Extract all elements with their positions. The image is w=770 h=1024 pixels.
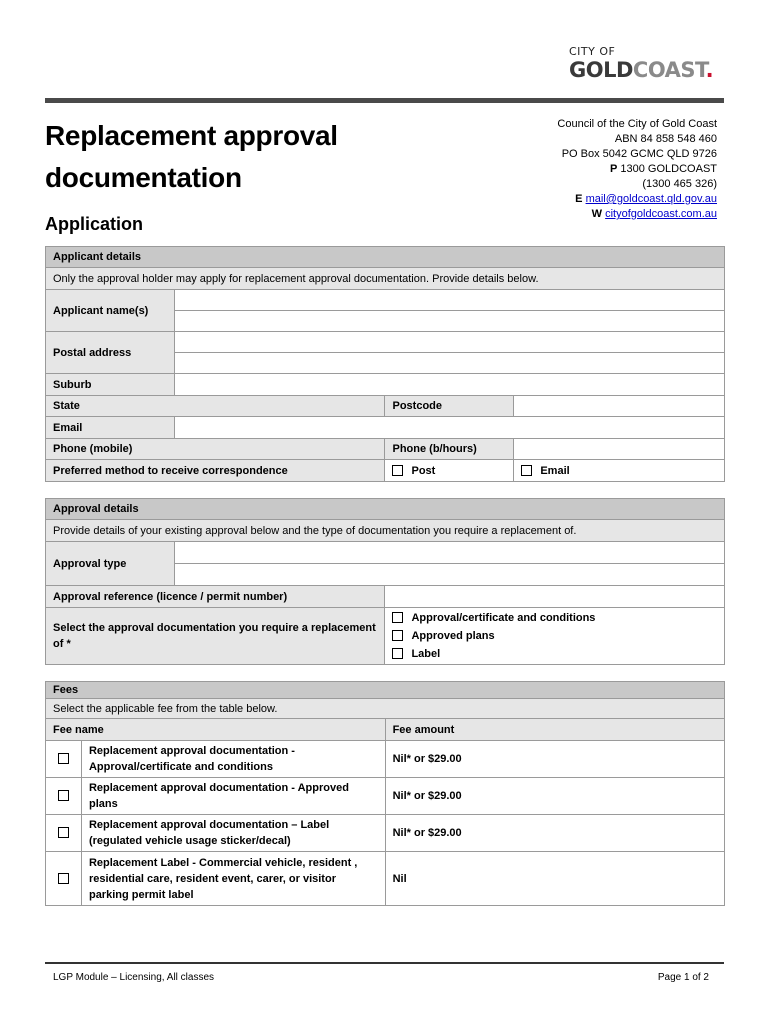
fee-name-header: Fee name — [46, 719, 386, 741]
fee-row — [46, 852, 725, 906]
approved-plans-label: Approved plans — [411, 630, 495, 642]
fee-row — [46, 815, 725, 852]
fee-amount: Nil* or $29.00 — [385, 815, 724, 852]
fee-checkbox-cell[interactable] — [46, 815, 82, 852]
logo-dot: . — [705, 58, 714, 82]
top-divider — [45, 98, 724, 103]
post-option-label: Post — [411, 464, 436, 477]
fee-name: Replacement approval documentation - Approval/certificate and conditions — [81, 741, 385, 778]
fee-checkbox-cell[interactable] — [46, 778, 82, 815]
page-title: Replacement approval documentation — [45, 120, 338, 193]
approval-type-label: Approval type — [46, 542, 175, 586]
fee-checkbox[interactable] — [58, 790, 69, 801]
fee-checkbox-cell[interactable] — [46, 852, 82, 906]
email-option[interactable] — [514, 460, 725, 482]
contact-po-box: PO Box 5042 GCMC QLD 9726 — [561, 148, 717, 160]
approval-type-field-2[interactable] — [174, 564, 724, 586]
web-label: W — [591, 208, 603, 220]
phone-mobile-label: Phone (mobile) — [46, 439, 385, 460]
phone-label: P — [610, 163, 618, 175]
footer-module: LGP Module – Licensing, All classes — [53, 972, 215, 983]
fees-note: Select the applicable fee from the table below. — [46, 699, 725, 719]
fee-row — [46, 778, 725, 815]
section-title: Application — [45, 214, 143, 234]
option-approved-plans[interactable] — [392, 627, 717, 645]
email-option-label: Email — [540, 464, 570, 477]
fee-name: Replacement approval documentation - Approved plans — [81, 778, 385, 815]
contact-phone: 1300 GOLDCOAST — [620, 163, 717, 175]
post-checkbox[interactable] — [392, 465, 403, 476]
fee-checkbox[interactable] — [58, 753, 69, 764]
preferred-method-label: Preferred method to receive correspondence — [46, 460, 385, 482]
city-logo — [569, 45, 713, 82]
fee-amount: Nil* or $29.00 — [385, 741, 724, 778]
suburb-label: Suburb — [46, 374, 175, 396]
contact-org: Council of the City of Gold Coast — [557, 118, 717, 130]
email-label-cell: Email — [46, 417, 175, 439]
postal-address-field-2[interactable] — [174, 353, 724, 374]
approval-certificate-checkbox[interactable] — [392, 612, 403, 623]
postal-address-label: Postal address — [46, 332, 175, 374]
fees-table — [45, 681, 725, 906]
option-label[interactable] — [392, 645, 717, 663]
fee-amount: Nil — [385, 852, 724, 906]
logo-coast-text: COAST — [632, 58, 706, 82]
approved-plans-checkbox[interactable] — [392, 630, 403, 641]
approval-reference-field[interactable] — [385, 586, 725, 608]
applicant-note: Only the approval holder may apply for replacement approval documentation. Provide details below. — [46, 268, 725, 290]
option-approval-certificate[interactable] — [392, 609, 717, 627]
fee-name: Replacement Label - Commercial vehicle, resident , residential care, resident event, carer, or visitor parking permit label — [81, 852, 385, 906]
phone-bhours-label: Phone (b/hours) — [385, 439, 514, 460]
label-checkbox[interactable] — [392, 648, 403, 659]
fee-name: Replacement approval documentation – Label (regulated vehicle usage sticker/decal) — [81, 815, 385, 852]
approval-header: Approval details — [46, 499, 725, 520]
approval-certificate-label: Approval/certificate and conditions — [411, 612, 596, 624]
applicant-header: Applicant details — [46, 247, 725, 268]
footer-divider — [45, 962, 724, 964]
suburb-field[interactable] — [174, 374, 724, 396]
approval-reference-label: Approval reference (licence / permit number) — [46, 586, 385, 608]
postal-address-field-1[interactable] — [174, 332, 724, 353]
postcode-field[interactable] — [514, 396, 725, 417]
applicant-details-table — [45, 246, 725, 482]
state-label: State — [46, 396, 385, 417]
email-field[interactable] — [174, 417, 724, 439]
fees-header: Fees — [46, 682, 725, 699]
email-checkbox[interactable] — [521, 465, 532, 476]
logo-gold-text: GOLD — [569, 58, 633, 82]
phone-bhours-field[interactable] — [514, 439, 725, 460]
fee-checkbox[interactable] — [58, 827, 69, 838]
post-option[interactable] — [385, 460, 514, 482]
applicant-name-label: Applicant name(s) — [46, 290, 175, 332]
select-documentation-label: Select the approval documentation you require a replacement of * — [46, 608, 385, 665]
approval-details-table — [45, 498, 725, 665]
fee-amount: Nil* or $29.00 — [385, 778, 724, 815]
documentation-options — [385, 608, 725, 665]
fee-checkbox[interactable] — [58, 873, 69, 884]
logo-city-text: CITY OF — [569, 45, 616, 58]
fee-checkbox-cell[interactable] — [46, 741, 82, 778]
contact-abn: ABN 84 858 548 460 — [614, 133, 717, 145]
footer-page-number: Page 1 of 2 — [657, 972, 709, 983]
approval-type-field-1[interactable] — [174, 542, 724, 564]
logo-wordmark — [569, 58, 713, 82]
contact-block — [557, 117, 717, 222]
fee-row — [46, 741, 725, 778]
approval-note: Provide details of your existing approval below and the type of documentation you require a replacement of. — [46, 520, 725, 542]
email-label: E — [575, 193, 583, 205]
contact-email-link[interactable]: mail@goldcoast.qld.gov.au — [585, 193, 717, 205]
applicant-name-field-1[interactable] — [174, 290, 724, 311]
applicant-name-field-2[interactable] — [174, 311, 724, 332]
label-option-label: Label — [411, 648, 441, 660]
fee-amount-header: Fee amount — [385, 719, 724, 741]
contact-web-link[interactable]: cityofgoldcoast.com.au — [605, 208, 717, 220]
contact-phone-number: (1300 465 326) — [642, 178, 717, 190]
postcode-label: Postcode — [385, 396, 514, 417]
